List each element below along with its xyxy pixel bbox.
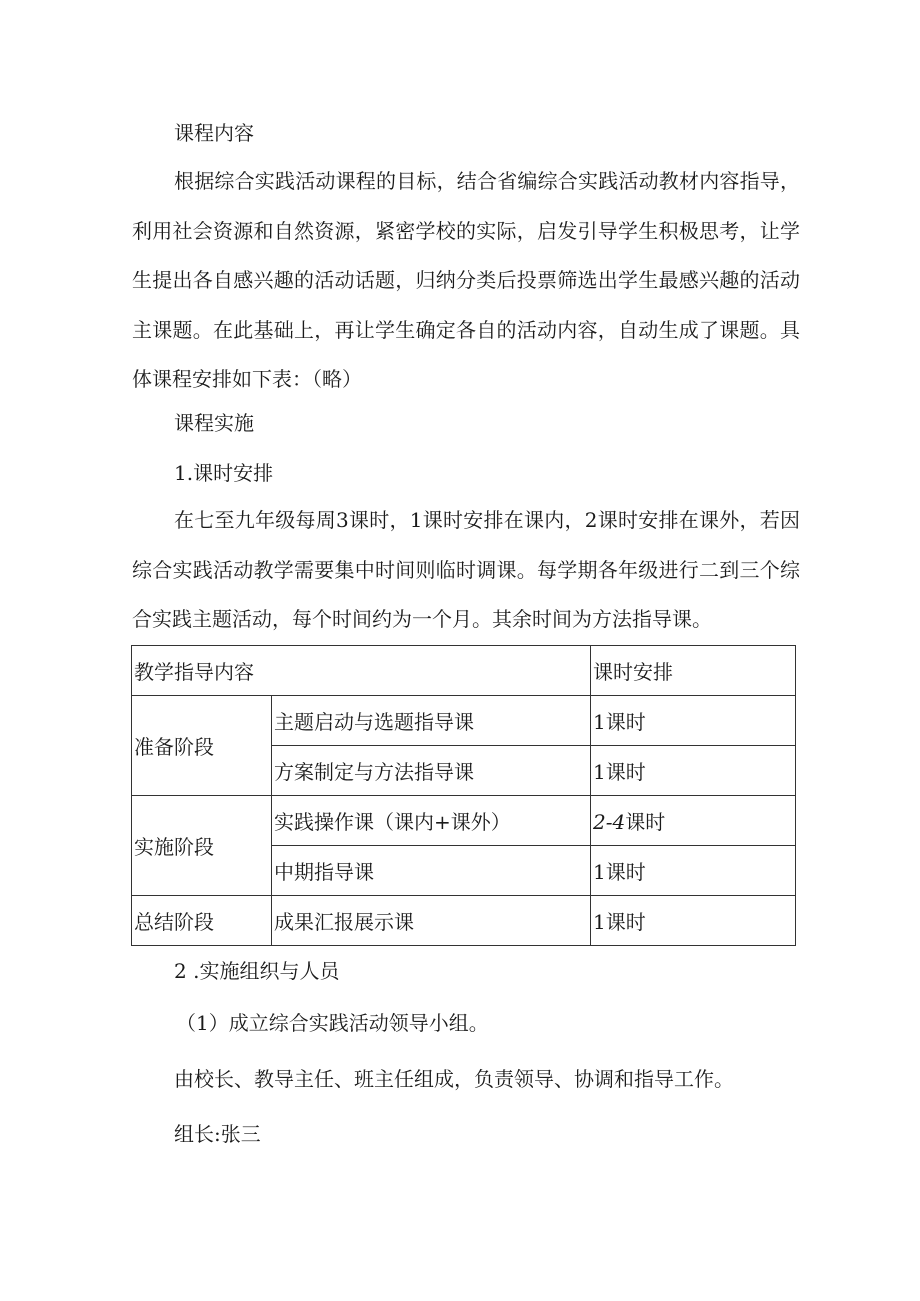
table-row (132, 896, 796, 946)
course-hours: 1课时 (591, 846, 796, 896)
course-name: 中期指导课 (272, 846, 591, 896)
course-name: 主题启动与选题指导课 (272, 696, 591, 746)
sub-heading-organization: 2 .实施组织与人员 (174, 959, 340, 983)
course-hours (591, 796, 796, 846)
table-row (132, 696, 796, 746)
org-item-1: （1）成立综合实践活动领导小组。 (176, 1011, 489, 1035)
course-hours-range: 2-4 (593, 810, 626, 834)
course-name: 实践操作课（课内+课外） (272, 796, 591, 846)
course-hours: 1课时 (591, 696, 796, 746)
table-header-content: 教学指导内容 (132, 646, 591, 696)
section-heading-course-content: 课程内容 (174, 121, 254, 145)
table-header-row (132, 646, 796, 696)
course-name: 方案制定与方法指导课 (272, 746, 591, 796)
course-hours-unit: 课时 (625, 810, 666, 834)
section-heading-course-implementation: 课程实施 (174, 411, 254, 435)
schedule-table (131, 645, 796, 946)
sub-heading-class-hours: 1.课时安排 (174, 461, 274, 485)
stage-name: 实施阶段 (132, 796, 272, 896)
stage-name: 准备阶段 (132, 696, 272, 796)
group-leader: 组长:张三 (174, 1122, 261, 1146)
stage-name: 总结阶段 (132, 896, 272, 946)
course-content-paragraph: 根据综合实践活动课程的目标，结合省编综合实践活动教材内容指导，利用社会资源和自然资源，紧密学校的实际，启发引导学生积极思考，让学生提出各自感兴趣的活动话题，归纳分类后投票筛选出学生最感兴趣的活动主课题。在此基础上，再让学生确定各自的活动内容，自动生成了课题。具体课程安排如下表：（略） (132, 169, 800, 391)
course-name: 成果汇报展示课 (272, 896, 591, 946)
org-item-1-description: 由校长、教导主任、班主任组成，负责领导、协调和指导工作。 (174, 1067, 734, 1091)
table-row (132, 796, 796, 846)
table-header-hours: 课时安排 (591, 646, 796, 696)
course-hours: 1课时 (591, 896, 796, 946)
course-hours: 1课时 (591, 746, 796, 796)
class-hours-paragraph: 在七至九年级每周3课时，1课时安排在课内，2课时安排在课外，若因综合实践活动教学需要集中时间则临时调课。每学期各年级进行二到三个综合实践主题活动，每个时间约为一个月。其余时间为方法指导课。 (132, 508, 800, 631)
